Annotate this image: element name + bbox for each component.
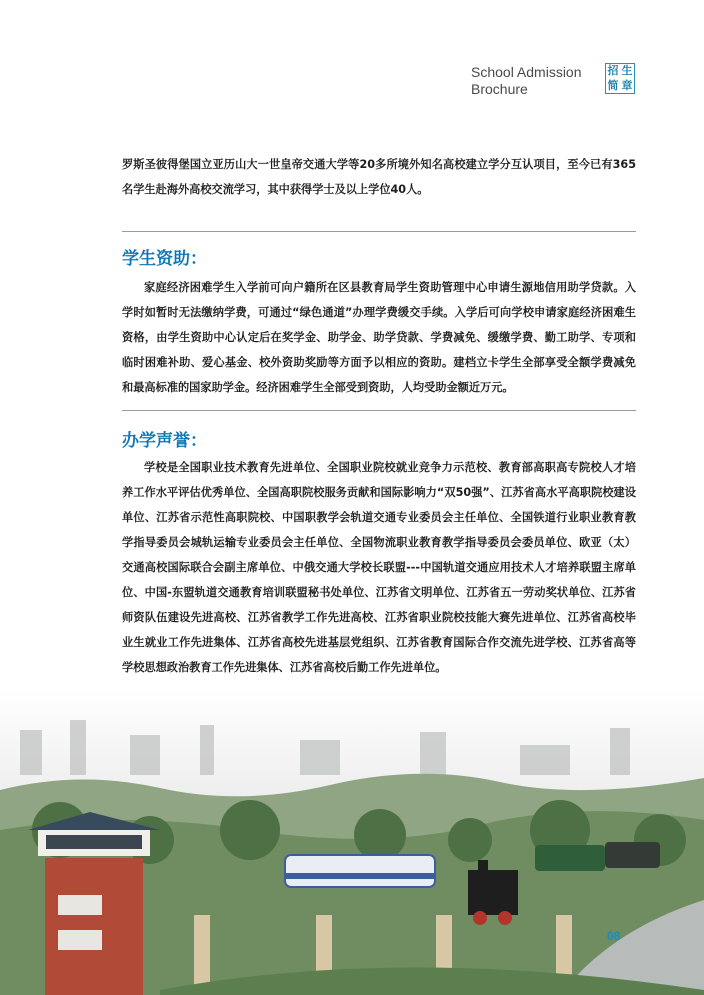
page-number: 08 [607, 929, 621, 943]
intro-text: 罗斯圣彼得堡国立亚历山大一世皇帝交通大学等20多所境外知名高校建立学分互认项目，至今已有365名学生赴海外高校交流学习，其中获得学士及以上学位40人。 [122, 158, 636, 196]
student-aid-text: 家庭经济困难学生入学前可向户籍所在区县教育局学生资助管理中心申请生源地信用助学贷款。入学时如暂时无法缴纳学费，可通过“绿色通道”办理学费缓交手续。入学后可向学校申请家庭经济困难生资格，由学生资助中心认定后在奖学金、助学金、助学贷款、学费减免、缓缴学费、勤工助学、专项和临时困难补助、爱心基金、校外资助奖励等方面予以相应的资助。建档立卡学生全部享受全额学费减免和最高标准的国家助学金。经济困难学生全部受到资助，人均受助金额近万元。 [122, 281, 636, 394]
student-aid-paragraph [122, 275, 636, 400]
logo-char-3: 简 [607, 78, 619, 92]
watchtower [28, 812, 160, 995]
brochure-logo [605, 63, 635, 94]
brochure-title-line1: School Admission [471, 64, 582, 80]
brochure-title-line2: Brochure [471, 81, 528, 97]
train-blue [285, 855, 435, 887]
section-divider-2 [122, 410, 636, 411]
section-title-reputation: 办学声誉： [122, 431, 207, 451]
reputation-text: 学校是全国职业技术教育先进单位、全国职业院校就业竞争力示范校、教育部高职高专院校人才培养工作水平评估优秀单位、全国高职院校服务贡献和国际影响力“双50强”、江苏省高水平高职院校建设单位、江苏省示范性高职院校、中国职教学会轨道交通专业委员会主任单位、全国铁道行业职业教育教学指导委员会城轨运输专业委员会主任单位、全国物流职业教育教学指导委员会委员单位、欧亚（太）交通高校国际联合会副主席单位、中俄交通大学校长联盟---中国轨道交通应用技术人才培养联盟主席单位、中国-东盟轨道交通教育培训联盟秘书处单位、江苏省文明单位、江苏省五一劳动奖状单位、江苏省师资队伍建设先进高校、江苏省教学工作先进高校、江苏省职业院校技能大赛先进单位、江苏省高校毕业生就业工作先进集体、江苏省高校先进基层党组织、江苏省教育国际合作交流先进学校、江苏省高等学校思想政治教育工作先进集体、江苏省高校后勤工作先进单位。 [122, 461, 636, 674]
section-title-student-aid: 学生资助： [122, 249, 207, 269]
logo-char-4: 章 [621, 78, 633, 92]
logo-char-2: 生 [621, 64, 633, 77]
brochure-title [471, 64, 582, 98]
intro-paragraph [122, 152, 636, 202]
campus-photo [0, 690, 704, 995]
logo-char-1: 招 [607, 64, 619, 77]
section-divider-1 [122, 231, 636, 232]
train-green [535, 842, 660, 871]
reputation-paragraph [122, 455, 636, 680]
